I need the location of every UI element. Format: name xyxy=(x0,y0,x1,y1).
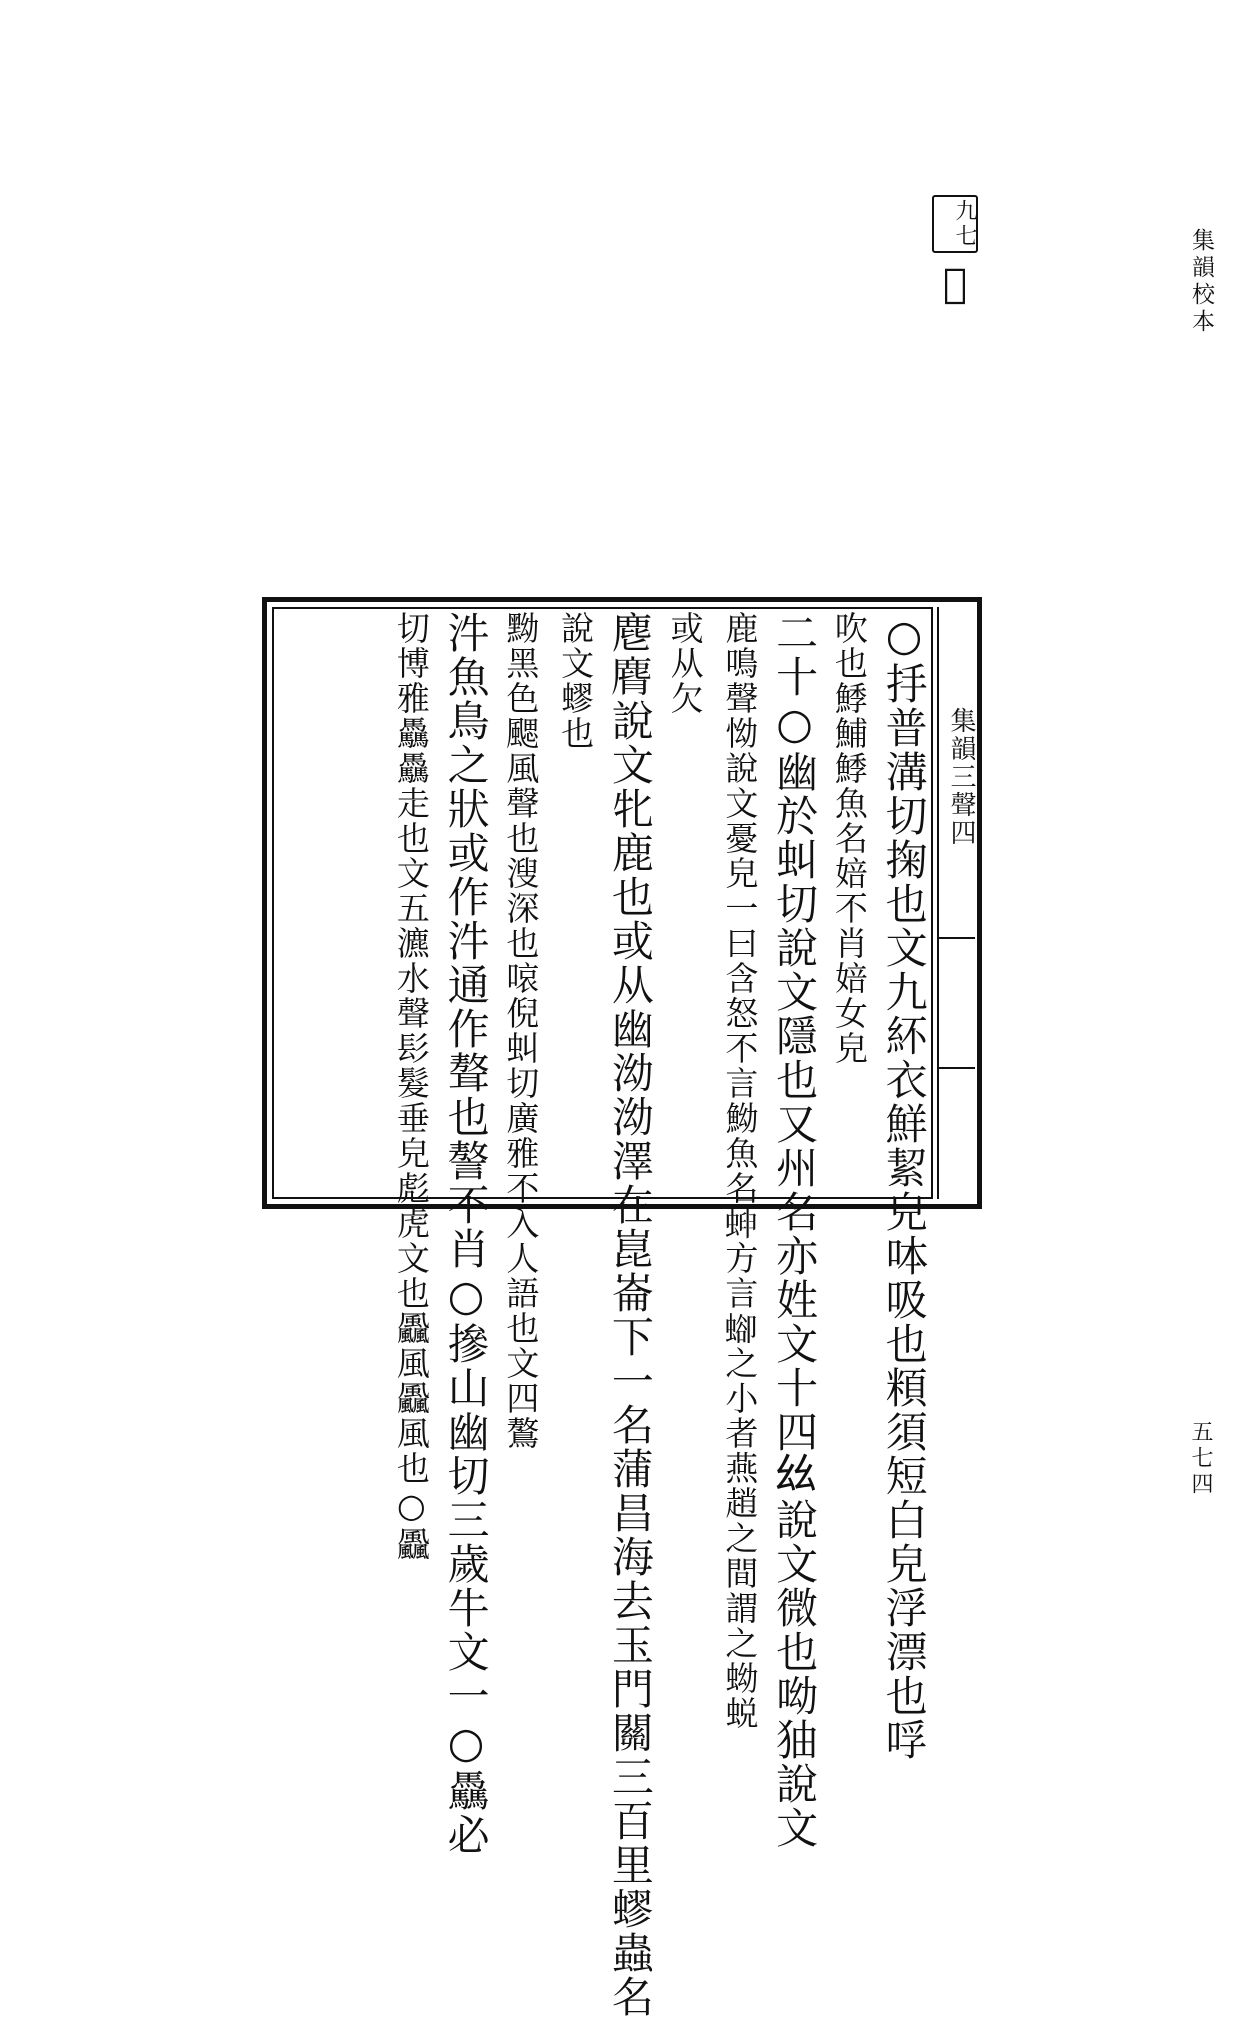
text-column xyxy=(657,611,712,1197)
text-column xyxy=(493,611,548,1451)
center-margin-title: 集韻三聲四 xyxy=(946,707,976,847)
column-text: 或从欠 xyxy=(665,611,705,716)
text-columns xyxy=(274,611,931,2019)
text-column xyxy=(876,611,931,1762)
text-column xyxy=(822,611,877,1197)
column-text: 汼魚鳥之狀或作汼通作聱也謷不肖○摻山幽切三歲牛文一○驫必 xyxy=(441,611,491,1857)
marginal-collation-note xyxy=(932,195,978,310)
column-text: 麀𪊒說文牝鹿也或从幽泑泑澤在崑崙下一名蒲昌海去玉門關三百里蟉蟲名 xyxy=(605,611,655,2019)
column-text: 二十○幽於虯切說文隱也又州名亦姓文十四𢆶說文微也呦㹨說文 xyxy=(770,611,820,1850)
text-column xyxy=(767,611,822,1850)
page-number: 五七四 xyxy=(1188,1420,1213,1498)
column-text: 切博雅驫驫走也文五瀌水聲髟髮垂皃彪虎文也飍風飍風也○飍 xyxy=(391,611,431,1562)
text-column xyxy=(548,611,603,1197)
collation-note-character: 𩒨 xyxy=(932,261,978,310)
text-column xyxy=(712,611,767,1731)
woodblock-page xyxy=(262,597,982,2019)
column-text: 說文蟉也 xyxy=(556,611,596,751)
column-text: 鹿鳴聲怮說文憂皃一曰含怒不言䱂魚名𧌫方言𧍕之小者燕趙之間謂之蚴蜕 xyxy=(720,611,760,1731)
collation-note-number: 九七 xyxy=(932,195,978,253)
fish-tail-mark xyxy=(937,937,975,939)
fish-tail-mark xyxy=(937,1067,975,1069)
text-column xyxy=(438,611,493,1857)
column-text: 吹也鯚鯆鯚魚名婄不肖婄女皃 xyxy=(829,611,869,1066)
text-column xyxy=(384,611,439,1562)
column-text: ○抙普溝切掬也文九紑衣鮮絜皃呠吸也頪須短白皃浮漂也哹 xyxy=(879,611,929,1762)
center-rule xyxy=(937,607,939,1199)
running-head: 集韻校本 xyxy=(1188,228,1214,336)
column-text: 黝黑色颸風聲也溲深也㗒倪虯切廣雅不入人語也文四鷔 xyxy=(501,611,541,1451)
text-column xyxy=(603,611,658,2019)
block-center-margin xyxy=(937,607,975,1199)
